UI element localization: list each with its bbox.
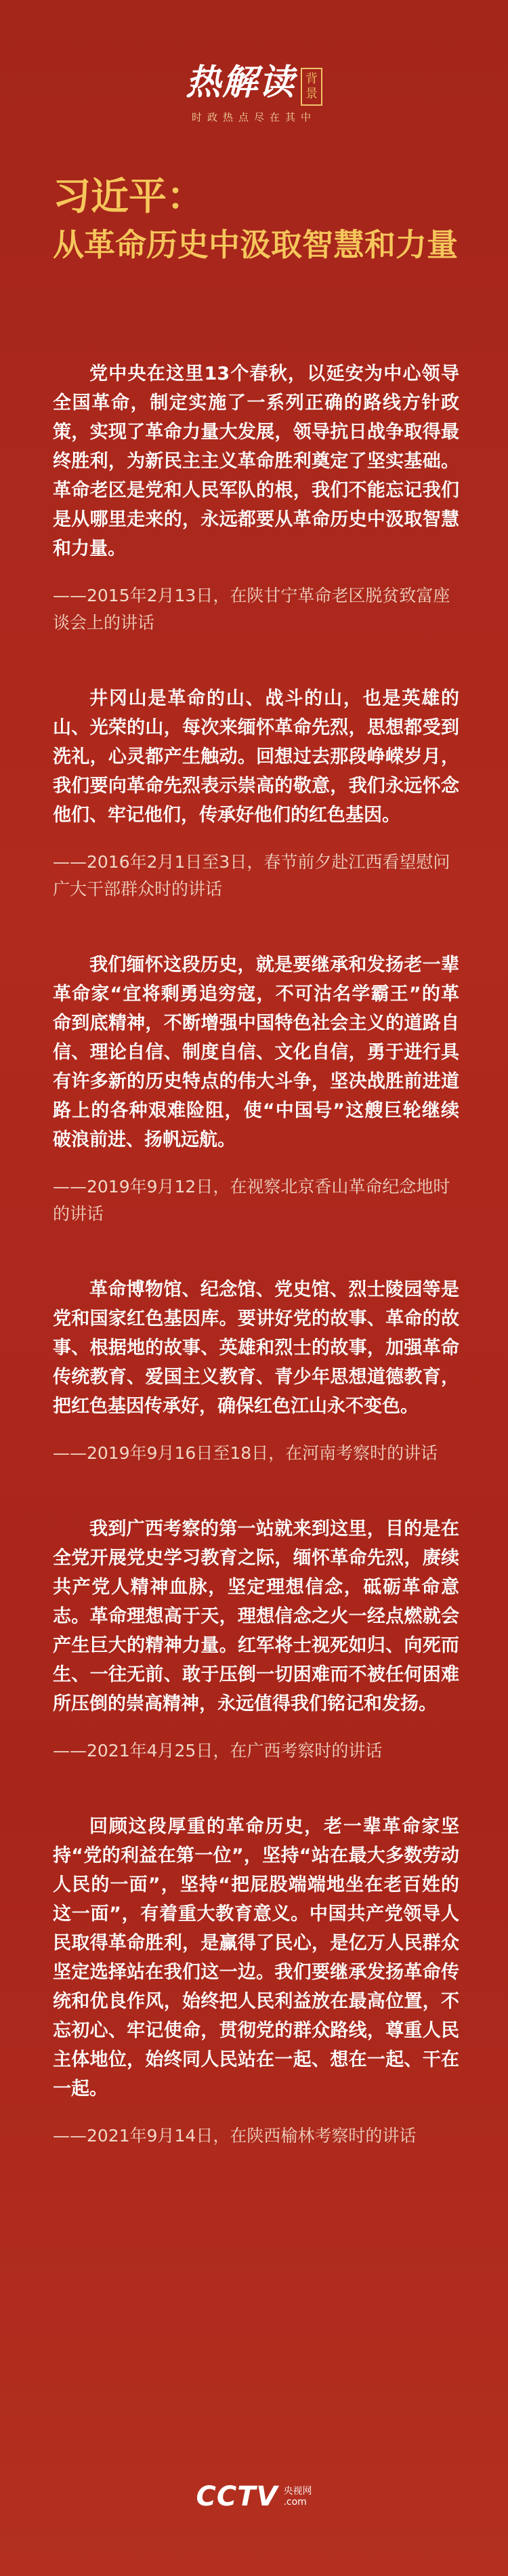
headline-line-2: 从革命历史中汲取智慧和力量 xyxy=(53,226,458,263)
quote-section xyxy=(53,1275,459,1467)
quote-source: ——2015年2月13日，在陕甘宁革命老区脱贫致富座谈会上的讲话 xyxy=(53,586,450,632)
quote-text: 革命博物馆、纪念馆、党史馆、烈士陵园等是党和国家红色基因库。要讲好党的故事、革命的故事、根据地的故事、英雄和烈士的故事，加强革命传统教育、爱国主义教育、青少年思想道德教育，把红色基因传承好，确保红色江山永不变色。 xyxy=(53,1279,459,1417)
logo-text xyxy=(283,2486,312,2508)
footer xyxy=(0,2481,508,2512)
brand-row xyxy=(186,62,322,106)
quote-source: ——2016年2月1日至3日，春节前夕赴江西看望慰问广大干部群众时的讲话 xyxy=(53,852,450,899)
quote-section xyxy=(53,1514,459,1765)
article-body xyxy=(53,359,459,2150)
quote-text: 我们缅怀这段历史，就是要继承和发扬老一辈革命家“宜将剩勇追穷寇，不可沽名学霸王”的革命到底精神，不断增强中国特色社会主义的道路自信、理论自信、制度自信、文化自信，勇于进行具有许多新的历史特点的伟大斗争，坚决战胜前进道路上的各种艰难险阻，使“中国号”这艘巨轮继续破浪前进、扬帆远航。 xyxy=(53,954,459,1150)
section-spacer xyxy=(53,1228,459,1275)
section-spacer xyxy=(53,1765,459,1812)
brand-badge: 背景 xyxy=(301,68,322,106)
quote-text: 我到广西考察的第一站就来到这里，目的是在全党开展党史学习教育之际，缅怀革命先烈，赓续共产党人精神血脉，坚定理想信念，砥砺革命意志。革命理想高于天，理想信念之火一经点燃就会产生巨大的精神力量。红军将士视死如归、向死而生、一往无前、敢于压倒一切困难而不被任何困难所压倒的崇高精神，永远值得我们铭记和发扬。 xyxy=(53,1518,459,1714)
brand-tagline: 时政热点尽在其中 xyxy=(191,111,316,123)
quote-section xyxy=(53,359,459,637)
quote-source: ——2021年9月14日，在陕西榆林考察时的讲话 xyxy=(53,2126,417,2146)
quote-section xyxy=(53,684,459,903)
headline xyxy=(53,173,467,265)
quote-source: ——2019年9月12日，在视察北京香山革命纪念地时的讲话 xyxy=(53,1177,450,1224)
quote-source: ——2021年4月25日，在广西考察时的讲话 xyxy=(53,1741,383,1760)
quote-text: 党中央在这里13个春秋，以延安为中心领导全国革命，制定实施了一系列正确的路线方针政策，实现了革命力量大发展，领导抗日战争取得最终胜利，为新民主主义革命胜利奠定了坚实基础。革命老区是党和人民军队的根，我们不能忘记我们是从哪里走来的，永远都要从革命历史中汲取智慧和力量。 xyxy=(53,363,459,559)
logo-mark: CCTV xyxy=(196,2481,278,2512)
headline-line-1: 习近平： xyxy=(53,174,205,219)
quote-section xyxy=(53,1812,459,2150)
brand-title: 热解读 xyxy=(185,62,295,103)
brand-header xyxy=(0,62,508,124)
section-spacer xyxy=(53,903,459,950)
logo-domain: .com xyxy=(283,2497,307,2508)
quote-source: ——2019年9月16日至18日，在河南考察时的讲话 xyxy=(53,1443,438,1463)
quote-text: 回顾这段厚重的革命历史，老一辈革命家坚持“党的利益在第一位”，坚持“站在最大多数劳动人民的一面”，坚持“把屁股端端地坐在老百姓的这一面”，有着重大教育意义。中国共产党领导人民取得革命胜利，是赢得了民心，是亿万人民群众坚定选择站在我们这一边。我们要继承发扬革命传统和优良作风，始终把人民利益放在最高位置，不忘初心、牢记使命，贯彻党的群众路线，尊重人民主体地位，始终同人民站在一起、想在一起、干在一起。 xyxy=(53,1816,459,2099)
logo-cn: 央视网 xyxy=(283,2486,312,2497)
quote-section xyxy=(53,950,459,1228)
section-spacer xyxy=(53,1467,459,1514)
section-spacer xyxy=(53,637,459,684)
quote-text: 井冈山是革命的山、战斗的山，也是英雄的山、光荣的山，每次来缅怀革命先烈，思想都受到洗礼，心灵都产生触动。回想过去那段峥嵘岁月，我们要向革命先烈表示崇高的敬意，我们永远怀念他们、牢记他们，传承好他们的红色基因。 xyxy=(53,688,459,826)
cctv-logo xyxy=(196,2481,312,2512)
